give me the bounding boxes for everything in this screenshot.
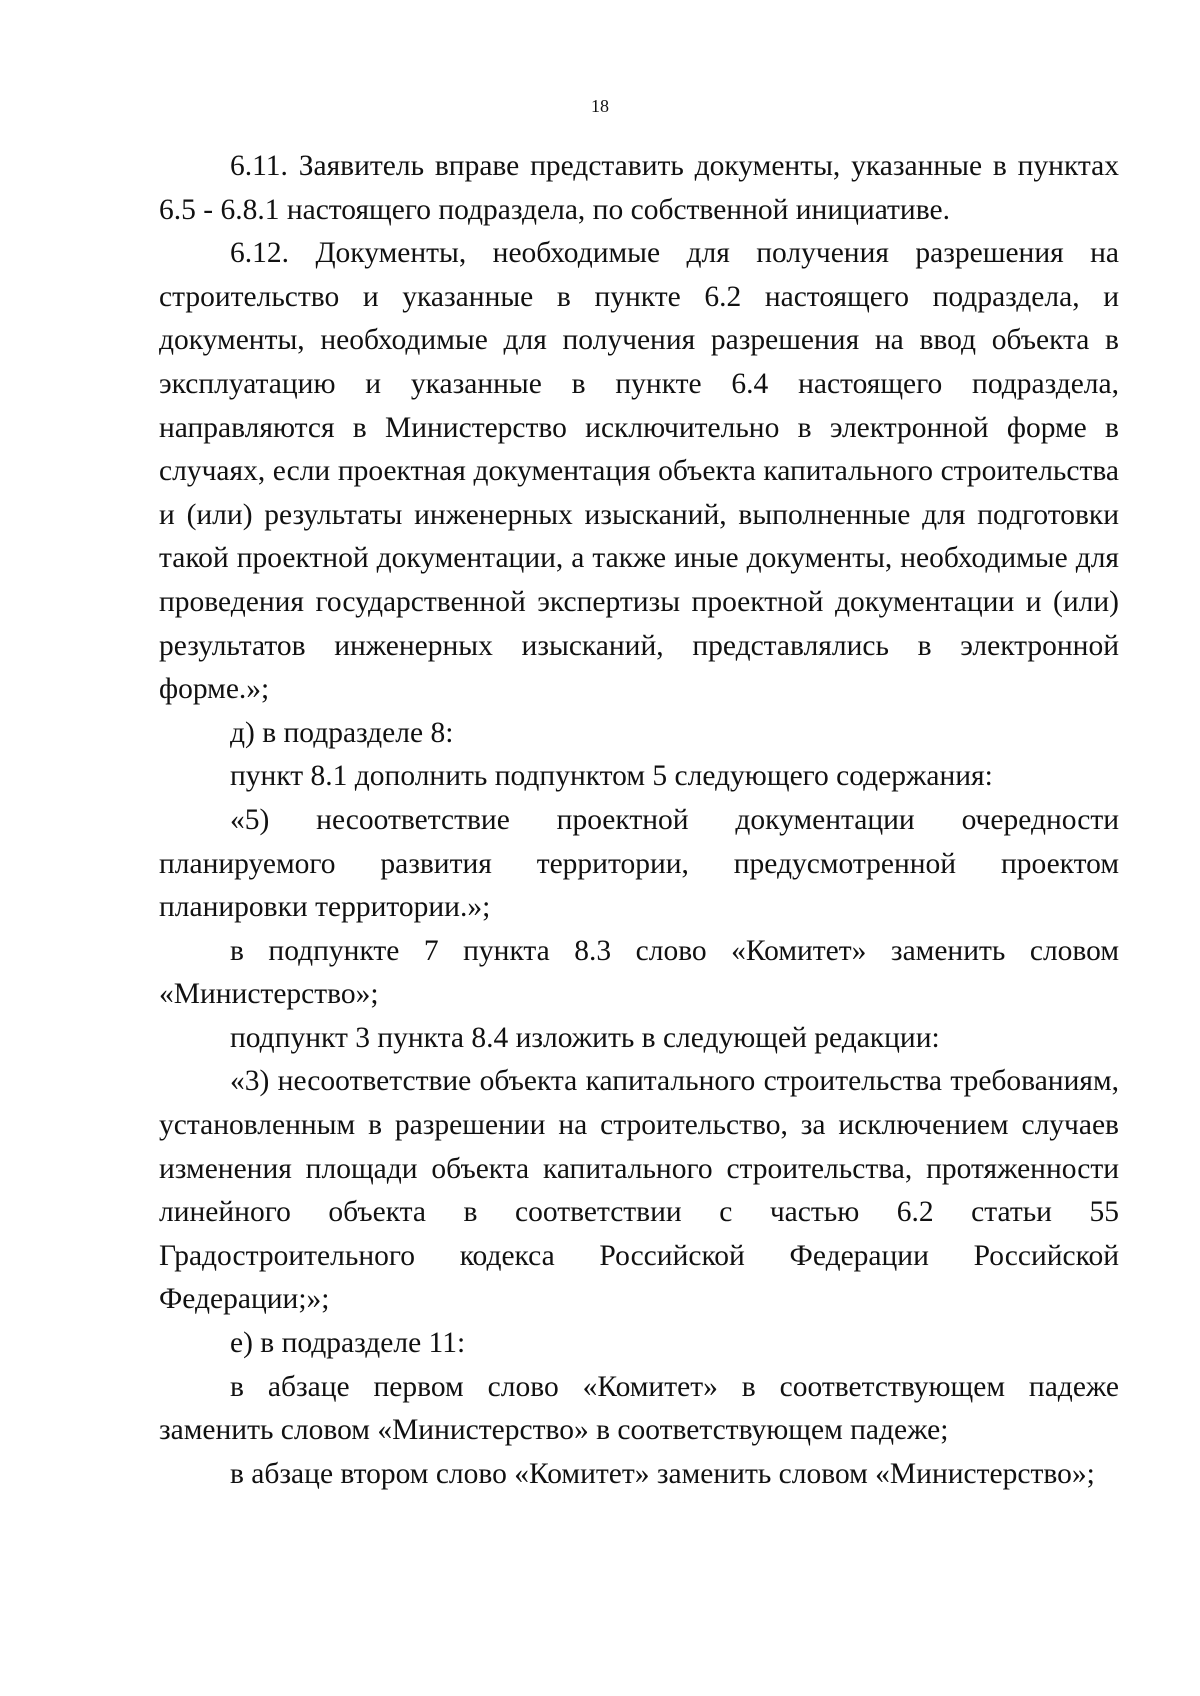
paragraph-subitem-5: «5) несоответствие проектной документации очередности планируемого развития территории, предусмотренной проектом планировки территории.»;: [159, 803, 1119, 924]
page-number: 18: [591, 96, 609, 116]
paragraph-6-11: 6.11. Заявитель вправе представить документы, указанные в пунктах 6.5 - 6.8.1 настоящего подраздела, по собственной инициативе.: [159, 150, 1119, 226]
paragraph-6-12: 6.12. Документы, необходимые для получения разрешения на строительство и указанные в пункте 6.2 настоящего подраздела, и документы, необходимые для получения разрешения на ввод объекта в эксплуатацию и указанные в пункте 6.4 настоящего подраздела, направляются в Министерство исключительно в электронной форме в случаях, если проектная документация объекта капитального строительства и (или) результаты инженерных изысканий, выполненные для подготовки такой проектной документации, а также иные документы, необходимые для проведения государственной экспертизы проектной документации и (или) результатов инженерных изысканий, представлялись в электронной форме.»;: [159, 237, 1119, 706]
document-body: [159, 145, 1119, 1496]
paragraph-subsection-11: е) в подразделе 11:: [230, 1327, 466, 1360]
paragraph-subsection-8: д) в подразделе 8:: [230, 716, 454, 749]
paragraph-second-abzats: в абзаце втором слово «Комитет» заменить словом «Министерство»;: [230, 1457, 1095, 1490]
paragraph-item-8-4: подпункт 3 пункта 8.4 изложить в следующей редакции:: [230, 1021, 940, 1054]
paragraph-subitem-3: «3) несоответствие объекта капитального строительства требованиям, установленным в разрешении на строительство, за исключением случаев изменения площади объекта капитального строительства, протяженности линейного объекта в соответствии с частью 6.2 статьи 55 Градостроительного кодекса Российской Федерации Российской Федерации;»;: [159, 1065, 1119, 1316]
paragraph-first-abzats: в абзаце первом слово «Комитет» в соответствующем падеже заменить словом «Министерство» в соответствующем падеже;: [159, 1370, 1119, 1447]
paragraph-item-8-3: в подпункте 7 пункта 8.3 слово «Комитет» заменить словом «Министерство»;: [159, 934, 1119, 1011]
paragraph-item-8-1: пункт 8.1 дополнить подпунктом 5 следующего содержания:: [230, 760, 993, 793]
